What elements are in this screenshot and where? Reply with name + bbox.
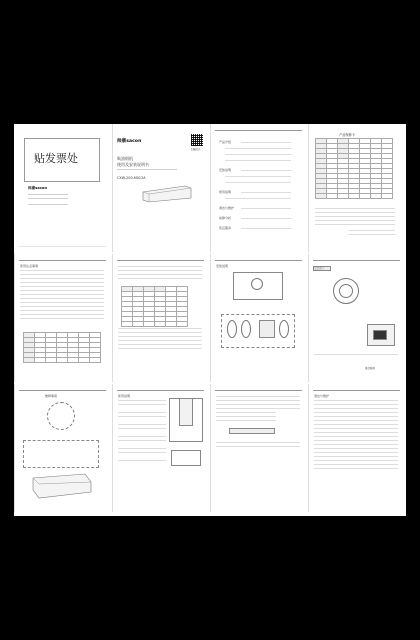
notice-title: 使用注意事项 xyxy=(20,264,39,268)
toc-item-2: 安装说明 xyxy=(219,168,232,172)
page-notice xyxy=(14,254,110,382)
page-operation xyxy=(210,384,306,512)
install-title: 安装说明 xyxy=(216,264,229,268)
spec-table-1 xyxy=(23,332,101,363)
manual-title: 使用及安装说明书 xyxy=(117,162,149,167)
model-number: CXW-200-M012A xyxy=(117,176,146,180)
ceiling-diagram xyxy=(47,402,75,430)
page-parts xyxy=(308,254,404,382)
mounting-diagram xyxy=(23,440,99,468)
qr-code-icon xyxy=(191,134,203,146)
brand-logo: 帅康sacon xyxy=(28,186,48,190)
toc-item-6: 售后服务 xyxy=(219,226,232,230)
page-remarks xyxy=(14,384,110,512)
page-steps xyxy=(112,384,208,512)
toc-item-1: 产品介绍 xyxy=(219,140,232,144)
remarks-title: 维修事项 xyxy=(45,394,58,398)
bracket-diagram xyxy=(171,450,201,466)
hood-side-illustration xyxy=(29,472,95,500)
range-hood-illustration xyxy=(141,184,193,204)
page-specs xyxy=(112,254,208,382)
warranty-title: 产品保修卡 xyxy=(339,133,355,137)
page-cleaning xyxy=(308,384,404,512)
product-name: 吸油烟机 xyxy=(117,156,133,161)
cover-brand: 帅康sacon xyxy=(117,139,142,144)
toc-item-5: 故障分析 xyxy=(219,216,232,220)
page-cover xyxy=(112,124,208,252)
manual-sheet xyxy=(14,124,406,516)
page-warranty xyxy=(308,124,404,252)
steps-title: 使用说明 xyxy=(118,394,131,398)
toc-item-3: 使用说明 xyxy=(219,190,232,194)
page-install-diagram xyxy=(210,254,306,382)
invoice-title: 贴发票处 xyxy=(34,152,78,165)
warranty-table xyxy=(315,138,393,199)
page-invoice xyxy=(14,124,110,252)
spec-table-2 xyxy=(121,286,188,327)
qr-label: 扫描关注 xyxy=(191,148,201,151)
toc-item-4: 清洁与维护 xyxy=(219,206,235,210)
repair-header: 售后服务 xyxy=(365,367,376,370)
page-contents xyxy=(210,124,306,252)
diagram-label-text: 安装图示 xyxy=(314,267,325,270)
clean-title: 清洁与维护 xyxy=(314,394,330,398)
control-panel-diagram xyxy=(229,428,275,434)
